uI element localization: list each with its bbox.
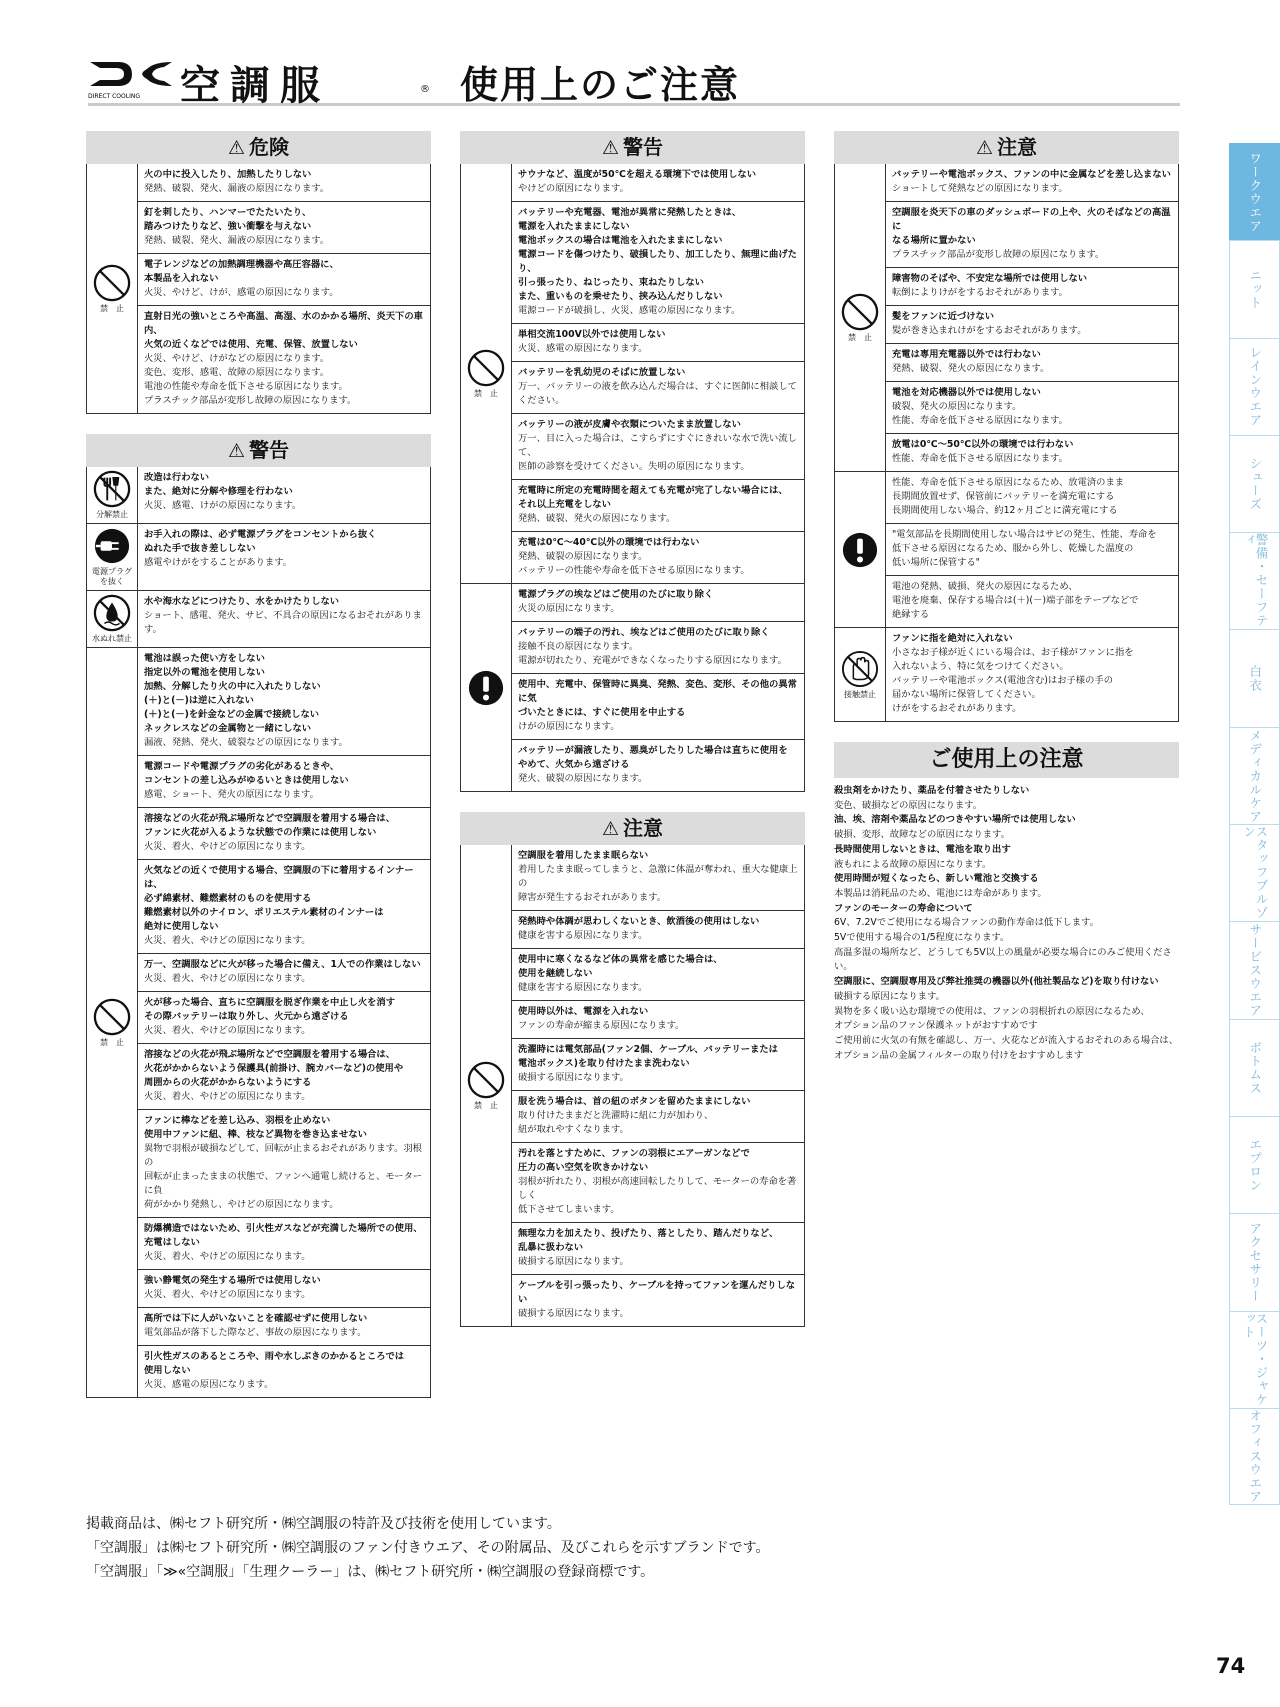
caution-group — [461, 583, 804, 791]
caution-heading: 単相交流100V以外では使用しない — [518, 329, 666, 340]
section-header — [86, 131, 431, 164]
caution-item — [512, 323, 804, 361]
caution-detail: 火災、着火、やけどの原因になります。 — [144, 841, 311, 852]
caution-detail: 破損する原因になります。 — [518, 1256, 629, 1267]
caution-item — [886, 523, 1178, 575]
sidebar-tab[interactable] — [1229, 338, 1280, 435]
caution-item — [138, 1043, 430, 1109]
caution-heading: 電池は誤った使い方をしない 指定以外の電池を使用しない 加熱、分解したり火の中に入れたりしない (＋)と(－)は逆に入れない (＋)と(－)を針金などの金属で接続しない ネックレスなどの金属物と一緒にしない — [144, 653, 321, 734]
caution-heading: 空調服を着用したまま眠らない — [518, 850, 649, 861]
caution-item — [138, 524, 430, 575]
caution-heading: 充電は専用充電器以外では行わない — [892, 349, 1041, 360]
caution-item — [512, 164, 804, 201]
sidebar-tab[interactable] — [1229, 1213, 1280, 1310]
prohibit-icon — [467, 1061, 505, 1099]
caution-detail: 漏液、発熱、発火、破裂などの原因になります。 — [144, 737, 348, 748]
caution-detail: 感電やけがをすることがあります。 — [144, 557, 293, 568]
section-body — [460, 845, 805, 1327]
caution-items — [138, 467, 430, 523]
touch-symbol — [835, 628, 886, 721]
caution-detail: 髪が巻き込まれけがをするおそれがあります。 — [892, 325, 1087, 336]
usage-detail: 変色、破損などの原因になります。 — [834, 799, 983, 811]
caution-items — [512, 584, 804, 791]
caution-group — [461, 845, 804, 1326]
caution-heading: バッテリーを乳幼児のそばに放置しない — [518, 367, 686, 378]
caution-heading: 高所では下に人がいないことを確認せずに使用しない — [144, 1313, 368, 1324]
caution-item — [138, 807, 430, 859]
sidebar-tab[interactable] — [1229, 435, 1280, 532]
caution-heading: 電源コードや電源プラグの劣化があるときや、 コンセントの差し込みがゆるいときは使用しない — [144, 761, 349, 786]
section-header — [460, 131, 805, 164]
caution-heading: 改造は行わない また、絶対に分解や修理を行わない — [144, 472, 293, 497]
prohibit-symbol — [461, 164, 512, 583]
caution-heading: 充電時に所定の充電時間を超えても充電が完了しない場合には、 それ以上充電をしない — [518, 485, 788, 510]
caution-items — [138, 524, 430, 590]
caution-detail: けがの原因になります。 — [518, 721, 620, 732]
caution-item — [512, 361, 804, 413]
usage-detail: 液もれによる故障の原因になります。 — [834, 858, 992, 870]
caution-item — [512, 1222, 804, 1274]
caution-item — [138, 1109, 430, 1217]
caution-heading: 障害物のそばや、不安定な場所では使用しない — [892, 273, 1088, 284]
caution-heading: 無理な力を加えたり、投げたり、落としたり、踏んだりなど、 乱暴に扱わない — [518, 1228, 779, 1253]
caution-item — [138, 1217, 430, 1269]
mandatory-symbol — [461, 584, 512, 791]
usage-item — [834, 843, 1179, 872]
caution-item — [886, 343, 1178, 381]
caution-item — [138, 859, 430, 953]
brand-name: 空調服 — [180, 63, 330, 109]
caution-heading: バッテリーの液が皮膚や衣類についたまま放置しない — [518, 419, 741, 430]
usage-heading: 長時間使用しないときは、電池を取り出す — [834, 843, 1011, 855]
caution-detail: 火災、着火、やけどの原因になります。 — [144, 1025, 311, 1036]
caution-items — [138, 648, 430, 1397]
caution-section — [834, 131, 1179, 722]
caution-item — [886, 628, 1178, 721]
caution-group — [835, 164, 1178, 471]
caution-heading: お手入れの際は、必ず電源プラグをコンセントから抜く ぬれた手で抜き差ししない — [144, 529, 377, 554]
caution-detail: 取り付けたままだと洗濯時に紐に力が加わり、 紐が取れやすくなります。 — [518, 1110, 714, 1135]
category-sidebar — [1229, 143, 1280, 1505]
caution-item — [138, 1307, 430, 1345]
caution-heading: 使用中に寒くなるなど体の異常を感じた場合は、 使用を継続しない — [518, 954, 723, 979]
caution-item — [512, 948, 804, 1000]
caution-group — [835, 627, 1178, 721]
sidebar-tab[interactable] — [1229, 143, 1280, 240]
caution-detail: "電気部品を長期間使用しない場合はサビの発生、性能、寿命を 低下させる原因になるため、服から外し、乾燥した温度の 低い場所に保管する" — [892, 529, 1157, 568]
sidebar-tab[interactable] — [1229, 727, 1280, 824]
footer-line-1: 掲載商品は、㈱セフト研究所・㈱空調服の特許及び技術を使用しています。 — [86, 1516, 561, 1532]
caution-detail: 万一、バッテリーの液を飲み込んだ場合は、すぐに医師に相談してください。 — [518, 381, 797, 406]
disassemble-symbol — [87, 467, 138, 523]
prohibit-icon — [467, 349, 505, 387]
disassemble-icon — [93, 470, 131, 508]
caution-heading: 水や海水などにつけたり、水をかけたりしない — [144, 596, 340, 607]
caution-heading: ケーブルを引っ張ったり、ケーブルを持ってファンを運んだりしない — [518, 1280, 796, 1305]
caution-item — [886, 305, 1178, 343]
caution-detail: 小さなお子様が近くにいる場合は、お子様がファンに指を 入れないよう、特に気をつけてください。 バッテリーや電池ボックス(電池含む)はお子様の手の 届かない場所に保管してください。 けがをするおそれがあります。 — [892, 647, 1134, 714]
section-header — [86, 434, 431, 467]
usage-heading: 使用時間が短くなったら、新しい電池と交換する — [834, 873, 1039, 885]
page-number: 74 — [1216, 1654, 1246, 1678]
prohibit-symbol — [87, 648, 138, 1397]
sidebar-tab-label: シューズ — [1247, 457, 1263, 512]
caution-detail: 発熱、破裂、発火の原因になります。 — [892, 363, 1050, 374]
caution-detail: 火災、着火、やけどの原因になります。 — [144, 1251, 311, 1262]
caution-heading: 髪をファンに近づけない — [892, 311, 995, 322]
section-title: 警告 — [249, 438, 290, 462]
sidebar-tab[interactable] — [1229, 1019, 1280, 1116]
usage-detail: 破損、変形、故障などの原因になります。 — [834, 829, 1010, 841]
caution-detail: 破裂、発火の原因になります。 性能、寿命を低下させる原因になります。 — [892, 401, 1068, 426]
registered-mark: ® — [420, 84, 430, 95]
caution-detail: プラスチック部品が変形し故障の原因になります。 — [892, 249, 1105, 260]
section-title: 注意 — [623, 816, 664, 840]
caution-item — [512, 201, 804, 323]
caution-detail: 発火、破裂の原因になります。 — [518, 773, 648, 784]
footer-line-3: 「空調服」「≫«空調服」「生理クーラー」は、㈱セフト研究所・㈱空調服の登録商標です。 — [86, 1564, 655, 1580]
caution-heading: 服を洗う場合は、首の紐のボタンを留めたままにしない — [518, 1096, 751, 1107]
section-body — [86, 164, 431, 414]
caution-item — [138, 164, 430, 201]
caution-item — [512, 479, 804, 531]
caution-group — [87, 647, 430, 1397]
caution-item — [138, 253, 430, 305]
caution-items — [886, 472, 1178, 627]
sidebar-tab[interactable] — [1229, 240, 1280, 337]
section-title: 警告 — [623, 135, 664, 159]
icon-caption: 電源プラグ を抜く — [92, 567, 132, 586]
usage-title: ご使用上の注意 — [834, 742, 1179, 778]
caution-item — [512, 621, 804, 673]
column-1 — [86, 131, 431, 1418]
caution-heading: 発熱時や体調が思わしくないとき、飲酒後の使用はしない — [518, 916, 760, 927]
caution-detail: 火災、やけど、けがなどの原因になります。 変色、変形、感電、故障の原因になります。 電池の性能や寿命を低下させる原因になります。 プラスチック部品が変形し故障の原因になります。 — [144, 353, 357, 406]
sidebar-tab[interactable] — [1229, 824, 1280, 921]
caution-heading: バッテリーや電池ボックス、ファンの中に金属などを差し込まない — [892, 169, 1171, 180]
caution-section — [86, 131, 431, 414]
caution-item — [886, 575, 1178, 627]
mandatory-icon — [841, 531, 879, 569]
usage-detail: 本製品は消耗品のため、電池には寿命があります。 — [834, 887, 1047, 899]
caution-heading: 引火性ガスのあるところや、雨や水しぶきのかかるところでは 使用しない — [144, 1351, 405, 1376]
caution-section — [460, 812, 805, 1327]
caution-item — [138, 648, 430, 755]
caution-heading: 電源プラグの埃などはご使用のたびに取り除く — [518, 589, 714, 600]
caution-heading: ファンに指を絶対に入れない — [892, 633, 1013, 644]
caution-item — [886, 164, 1178, 201]
caution-items — [886, 628, 1178, 721]
section-title: 注意 — [997, 135, 1038, 159]
footer-line-2: 「空調服」は㈱セフト研究所・㈱空調服のファン付きウエア、その附属品、及びこれらを示すブランドです。 — [86, 1540, 770, 1556]
sidebar-tab-label: 白衣 — [1247, 665, 1263, 693]
caution-detail: 火災の原因になります。 — [518, 603, 620, 614]
sidebar-tab-label: レインウエア — [1247, 346, 1263, 428]
section-header — [460, 812, 805, 845]
caution-detail: 発熱、破裂、発火の原因になります。 — [518, 513, 676, 524]
caution-item — [886, 472, 1178, 523]
usage-notes — [834, 742, 1179, 1063]
caution-group — [87, 164, 430, 413]
caution-item — [512, 1090, 804, 1142]
caution-item — [138, 953, 430, 991]
caution-item — [138, 1345, 430, 1397]
caution-heading: 洗濯時には電気部品(ファン2個、ケーブル、バッテリーまたは 電池ボックス)を取り付けたまま洗わない — [518, 1044, 778, 1069]
caution-detail: ショートして発熱などの原因になります。 — [892, 183, 1068, 194]
sidebar-tab[interactable] — [1229, 921, 1280, 1018]
caution-items — [138, 591, 430, 647]
prohibit-symbol — [87, 164, 138, 413]
section-body — [834, 164, 1179, 722]
caution-detail: 電気部品が落下した際など、事故の原因になります。 — [144, 1327, 367, 1338]
caution-item — [886, 201, 1178, 267]
unplug-symbol — [87, 524, 138, 590]
page-title: 使用上のご注意 — [460, 63, 741, 107]
caution-group — [87, 467, 430, 523]
caution-items — [138, 164, 430, 413]
sidebar-tab-label: スタッフブルゾン — [1241, 825, 1269, 920]
usage-item — [834, 813, 1179, 842]
prohibit-icon — [93, 998, 131, 1036]
section-title: 危険 — [249, 135, 290, 159]
caution-heading: 火の中に投入したり、加熱したりしない — [144, 169, 312, 180]
sidebar-tab-label: ニット — [1247, 269, 1263, 310]
caution-item — [512, 1038, 804, 1090]
caution-heading: 万一、空調服などに火が移った場合に備え、1人での作業はしない — [144, 959, 421, 970]
sidebar-tab-label: スーツ・ジャケット — [1241, 1311, 1269, 1407]
caution-detail: ショート、感電、発火、サビ、不具合の原因になるおそれがあります。 — [144, 610, 422, 635]
warning-triangle-icon: ⚠ — [601, 137, 620, 159]
usage-heading: ファンのモーターの寿命について — [834, 902, 973, 914]
wet-icon — [93, 594, 131, 632]
caution-item — [886, 381, 1178, 433]
caution-detail: 火災、感電の原因になります。 — [518, 343, 648, 354]
icon-caption: 禁 止 — [100, 303, 124, 313]
caution-detail: 火災、着火、やけどの原因になります。 — [144, 1289, 311, 1300]
caution-detail: 発熱、破裂の原因になります。 バッテリーの性能や寿命を低下させる原因になります。 — [518, 551, 750, 576]
section-header — [834, 131, 1179, 164]
logo-subtext: DIRECT COOLING — [88, 93, 140, 100]
sidebar-tab-label: サービスウエア — [1247, 923, 1263, 1018]
icon-caption: 禁 止 — [474, 1100, 498, 1110]
caution-item — [512, 1142, 804, 1222]
section-body — [460, 164, 805, 792]
caution-detail: 発熱、破裂、発火、漏液の原因になります。 — [144, 183, 330, 194]
caution-item — [138, 1269, 430, 1307]
icon-caption: 禁 止 — [848, 332, 872, 342]
usage-item — [834, 902, 1179, 976]
caution-item — [512, 845, 804, 910]
footer-notes — [86, 1512, 769, 1584]
prohibit-icon — [841, 293, 879, 331]
caution-item — [138, 467, 430, 518]
caution-group — [835, 471, 1178, 627]
sidebar-tab-label: ワークウエア — [1247, 151, 1263, 233]
caution-item — [512, 739, 804, 791]
sidebar-tab[interactable] — [1229, 629, 1280, 726]
caution-detail: 接触不良の原因になります。 電源が切れたり、充電ができなくなったりする原因になります。 — [518, 641, 787, 666]
brand-logo-icon — [88, 52, 174, 100]
icon-caption: 禁 止 — [474, 388, 498, 398]
usage-detail: 破損する原因になります。 異物を多く吸い込む環境での使用は、ファンの羽根折れの原因になるため、 オプション品のファン保護ネットがおすすめです ご使用前に火気の有無を確認し、万一、火花などが流入するおそれのある場合は、 オプション品の金属フィルターの取り付けをおすすめします — [834, 990, 1178, 1061]
caution-detail: 火災、着火、やけどの原因になります。 — [144, 935, 311, 946]
caution-detail: 火災、感電、けがの原因になります。 — [144, 500, 302, 511]
caution-group — [87, 590, 430, 647]
caution-detail: 着用したまま眠ってしまうと、急激に体温が奪われ、重大な健康上の 障害が発生するおそれがあります。 — [518, 864, 798, 903]
caution-detail: 性能、寿命を低下させる原因になります。 — [892, 453, 1068, 464]
column-2 — [460, 131, 805, 1347]
usage-heading: 殺虫剤をかけたり、薬品を付着させたりしない — [834, 785, 1030, 796]
caution-heading: 溶接などの火花が飛ぶ場所などで空調服を着用する場合は、 ファンに火花が入るような状態での作業には使用しない — [144, 813, 396, 838]
caution-heading: 強い静電気の発生する場所では使用しない — [144, 1275, 321, 1286]
prohibit-symbol — [461, 845, 512, 1326]
caution-item — [886, 433, 1178, 471]
warning-triangle-icon: ⚠ — [227, 137, 246, 159]
section-body — [86, 467, 431, 1398]
caution-items — [512, 164, 804, 583]
caution-item — [512, 584, 804, 621]
sidebar-tab-label: ボトムス — [1247, 1040, 1263, 1095]
page-header — [88, 52, 1180, 109]
caution-group — [461, 164, 804, 583]
usage-item — [834, 975, 1179, 1063]
caution-items — [886, 164, 1178, 471]
sidebar-tab[interactable] — [1229, 532, 1280, 629]
warning-triangle-icon: ⚠ — [975, 137, 994, 159]
caution-item — [512, 910, 804, 948]
caution-section — [86, 434, 431, 1398]
caution-item — [138, 991, 430, 1043]
caution-section — [460, 131, 805, 792]
caution-heading: ファンに棒などを差し込み、羽根を止めない 使用中ファンに紐、棒、枝など異物を巻き込ませない — [144, 1115, 367, 1140]
caution-detail: 性能、寿命を低下させる原因になるため、放電済のまま 長期間放置せず、保管前にバッテリーを満充電にする 長期間使用しない場合、約12ヶ月ごとに満充電にする — [892, 477, 1125, 516]
caution-group — [87, 523, 430, 590]
unplug-icon — [93, 527, 131, 565]
usage-heading: 油、埃、溶剤や薬品などのつきやすい場所では使用しない — [834, 814, 1076, 826]
usage-item — [834, 784, 1179, 813]
caution-heading: 使用中、充電中、保管時に異臭、発熱、変色、変形、その他の異常に気 づいたときには、すぐに使用を中止する — [518, 679, 797, 718]
caution-detail: ファンの寿命が縮まる原因になります。 — [518, 1020, 685, 1031]
caution-detail: 健康を害する原因になります。 — [518, 982, 648, 993]
caution-detail: 火災、着火、やけどの原因になります。 — [144, 1091, 311, 1102]
caution-heading: 汚れを落とすために、ファンの羽根にエアーガンなどで 圧力の高い空気を吹きかけない — [518, 1148, 750, 1173]
touch-icon — [841, 650, 879, 688]
caution-detail: 火災、着火、やけどの原因になります。 — [144, 973, 311, 984]
sidebar-tab[interactable] — [1229, 1311, 1280, 1408]
usage-list — [834, 784, 1179, 1063]
caution-heading: 電子レンジなどの加熱調理機器や高圧容器に、 本製品を入れない — [144, 259, 339, 284]
caution-detail: 発熱、破裂、発火、漏液の原因になります。 — [144, 235, 330, 246]
caution-heading: バッテリーの端子の汚れ、埃などはご使用のたびに取り除く — [518, 627, 770, 638]
caution-detail: 健康を害する原因になります。 — [518, 930, 648, 941]
caution-heading: 火気などの近くで使用する場合、空調服の下に着用するインナーは、 必ず綿素材、難燃素材のものを使用する 難燃素材以外のナイロン、ポリエステル素材のインナーは 絶対に使用しない — [144, 865, 414, 932]
caution-heading: 防爆構造ではないため、引火性ガスなどが充満した場所での使用、 充電はしない — [144, 1223, 423, 1248]
prohibit-symbol — [835, 164, 886, 471]
caution-detail: 万一、目に入った場合は、こすらずにすぐにきれいな水で洗い流して、 医師の診察を受けてください。失明の原因になります。 — [518, 433, 797, 472]
caution-detail: 電池の発熱、破損、発火の原因になるため、 電池を廃棄、保存する場合は(＋)(－)端子部をテープなどで 絶縁する — [892, 581, 1139, 620]
caution-items — [512, 845, 804, 1326]
mandatory-icon — [467, 669, 505, 707]
usage-item — [834, 872, 1179, 901]
usage-heading: 空調服に、空調服専用及び弊社推奨の機器以外(他社製品など)を取り付けない — [834, 976, 1159, 988]
caution-item — [512, 531, 804, 583]
caution-heading: 火が移った場合、直ちに空調服を脱ぎ作業を中止し火を消す その際バッテリーは取り外し、火元から遠ざける — [144, 997, 396, 1022]
caution-item — [138, 305, 430, 413]
caution-item — [886, 267, 1178, 305]
caution-heading: バッテリーが漏液したり、悪臭がしたりした場合は直ちに使用を やめて、火気から遠ざける — [518, 745, 788, 770]
prohibit-icon — [93, 264, 131, 302]
caution-item — [512, 413, 804, 479]
caution-item — [512, 1274, 804, 1326]
caution-item — [512, 1000, 804, 1038]
sidebar-tab-label: メディカルケア — [1247, 728, 1263, 824]
caution-heading: 釘を刺したり、ハンマーでたたいたり、 踏みつけたりなど、強い衝撃を与えない — [144, 207, 312, 232]
caution-heading: 放電は0℃～50℃以外の環境では行わない — [892, 439, 1074, 450]
column-3-sections — [834, 131, 1179, 722]
caution-heading: 空調服を炎天下の車のダッシュボードの上や、火のそばなどの高温に なる場所に置かない — [892, 207, 1171, 246]
sidebar-tab[interactable] — [1229, 1408, 1280, 1505]
sidebar-tab-label: アクセサリー — [1247, 1221, 1263, 1303]
caution-detail: 羽根が折れたり、羽根が高速回転したりして、モーターの寿命を著しく 低下させてしまいます。 — [518, 1176, 797, 1215]
caution-item — [138, 755, 430, 807]
caution-item — [138, 201, 430, 253]
caution-heading: サウナなど、温度が50℃を超える環境下では使用しない — [518, 169, 757, 180]
caution-item — [512, 673, 804, 739]
caution-detail: 火災、やけど、けが、感電の原因になります。 — [144, 287, 339, 298]
caution-detail: 火災、感電の原因になります。 — [144, 1379, 274, 1390]
icon-caption: 禁 止 — [100, 1037, 124, 1047]
wet-symbol — [87, 591, 138, 647]
warning-triangle-icon: ⚠ — [601, 818, 620, 840]
caution-detail: 感電、ショート、発火の原因になります。 — [144, 789, 319, 800]
caution-heading: 使用時以外は、電源を入れない — [518, 1006, 649, 1017]
sidebar-tab[interactable] — [1229, 1116, 1280, 1213]
mandatory-symbol — [835, 472, 886, 627]
caution-detail: 転倒によりけがをするおそれがあります。 — [892, 287, 1068, 298]
sidebar-tab-label: エプロン — [1247, 1138, 1263, 1193]
icon-caption: 分解禁止 — [96, 510, 128, 519]
caution-detail: やけどの原因になります。 — [518, 183, 629, 194]
icon-caption: 接触禁止 — [844, 689, 876, 699]
column-3 — [834, 131, 1179, 1063]
caution-detail: 電源コードが破損し、火災、感電の原因になります。 — [518, 305, 741, 316]
sidebar-tab-label: オフィスウエア — [1247, 1409, 1263, 1504]
icon-caption: 水ぬれ禁止 — [92, 634, 132, 643]
usage-detail: 6V、7.2Vでご使用になる場合ファンの動作寿命は低下します。 5Vで使用する場合の1/5程度になります。 高温多湿の場所など、どうしても5V以上の風量が必要な場合にのみご使用ください。 — [834, 917, 1172, 973]
caution-heading: 電池を対応機器以外では使用しない — [892, 387, 1041, 398]
caution-heading: 直射日光の強いところや高温、高湿、水のかかる場所、炎天下の車内、 火気の近くなどでは使用、充電、保管、放置しない — [144, 311, 423, 350]
caution-detail: 破損する原因になります。 — [518, 1308, 629, 1319]
caution-detail: 破損する原因になります。 — [518, 1072, 629, 1083]
caution-heading: 溶接などの火花が飛ぶ場所などで空調服を着用する場合は、 火花がかからないよう保護具(前掛け、腕カバーなど)の使用や 周囲からの火花がかからないようにする — [144, 1049, 404, 1088]
warning-triangle-icon: ⚠ — [227, 440, 246, 462]
caution-detail: 異物で羽根が破損などして、回転が止まるおそれがあります。羽根の 回転が止まったままの状態で、ファンへ通電し続けると、モーターに負 荷がかかり発熱し、やけどの原因になります。 — [144, 1143, 423, 1210]
caution-heading: バッテリーや充電器、電池が異常に発熱したときは、 電源を入れたままにしない 電池ボックスの場合は電池を入れたままにしない 電源コードを傷つけたり、破損したり、加工したり、無理に曲げたり、 引っ張ったり、ねじったり、束ねたりしない また、重いものを乗せたり、挟み込んだりしない — [518, 207, 797, 302]
sidebar-tab-label: 警備・セーフティ — [1241, 533, 1269, 628]
caution-item — [138, 591, 430, 642]
caution-heading: 充電は0℃～40℃以外の環境では行わない — [518, 537, 700, 548]
